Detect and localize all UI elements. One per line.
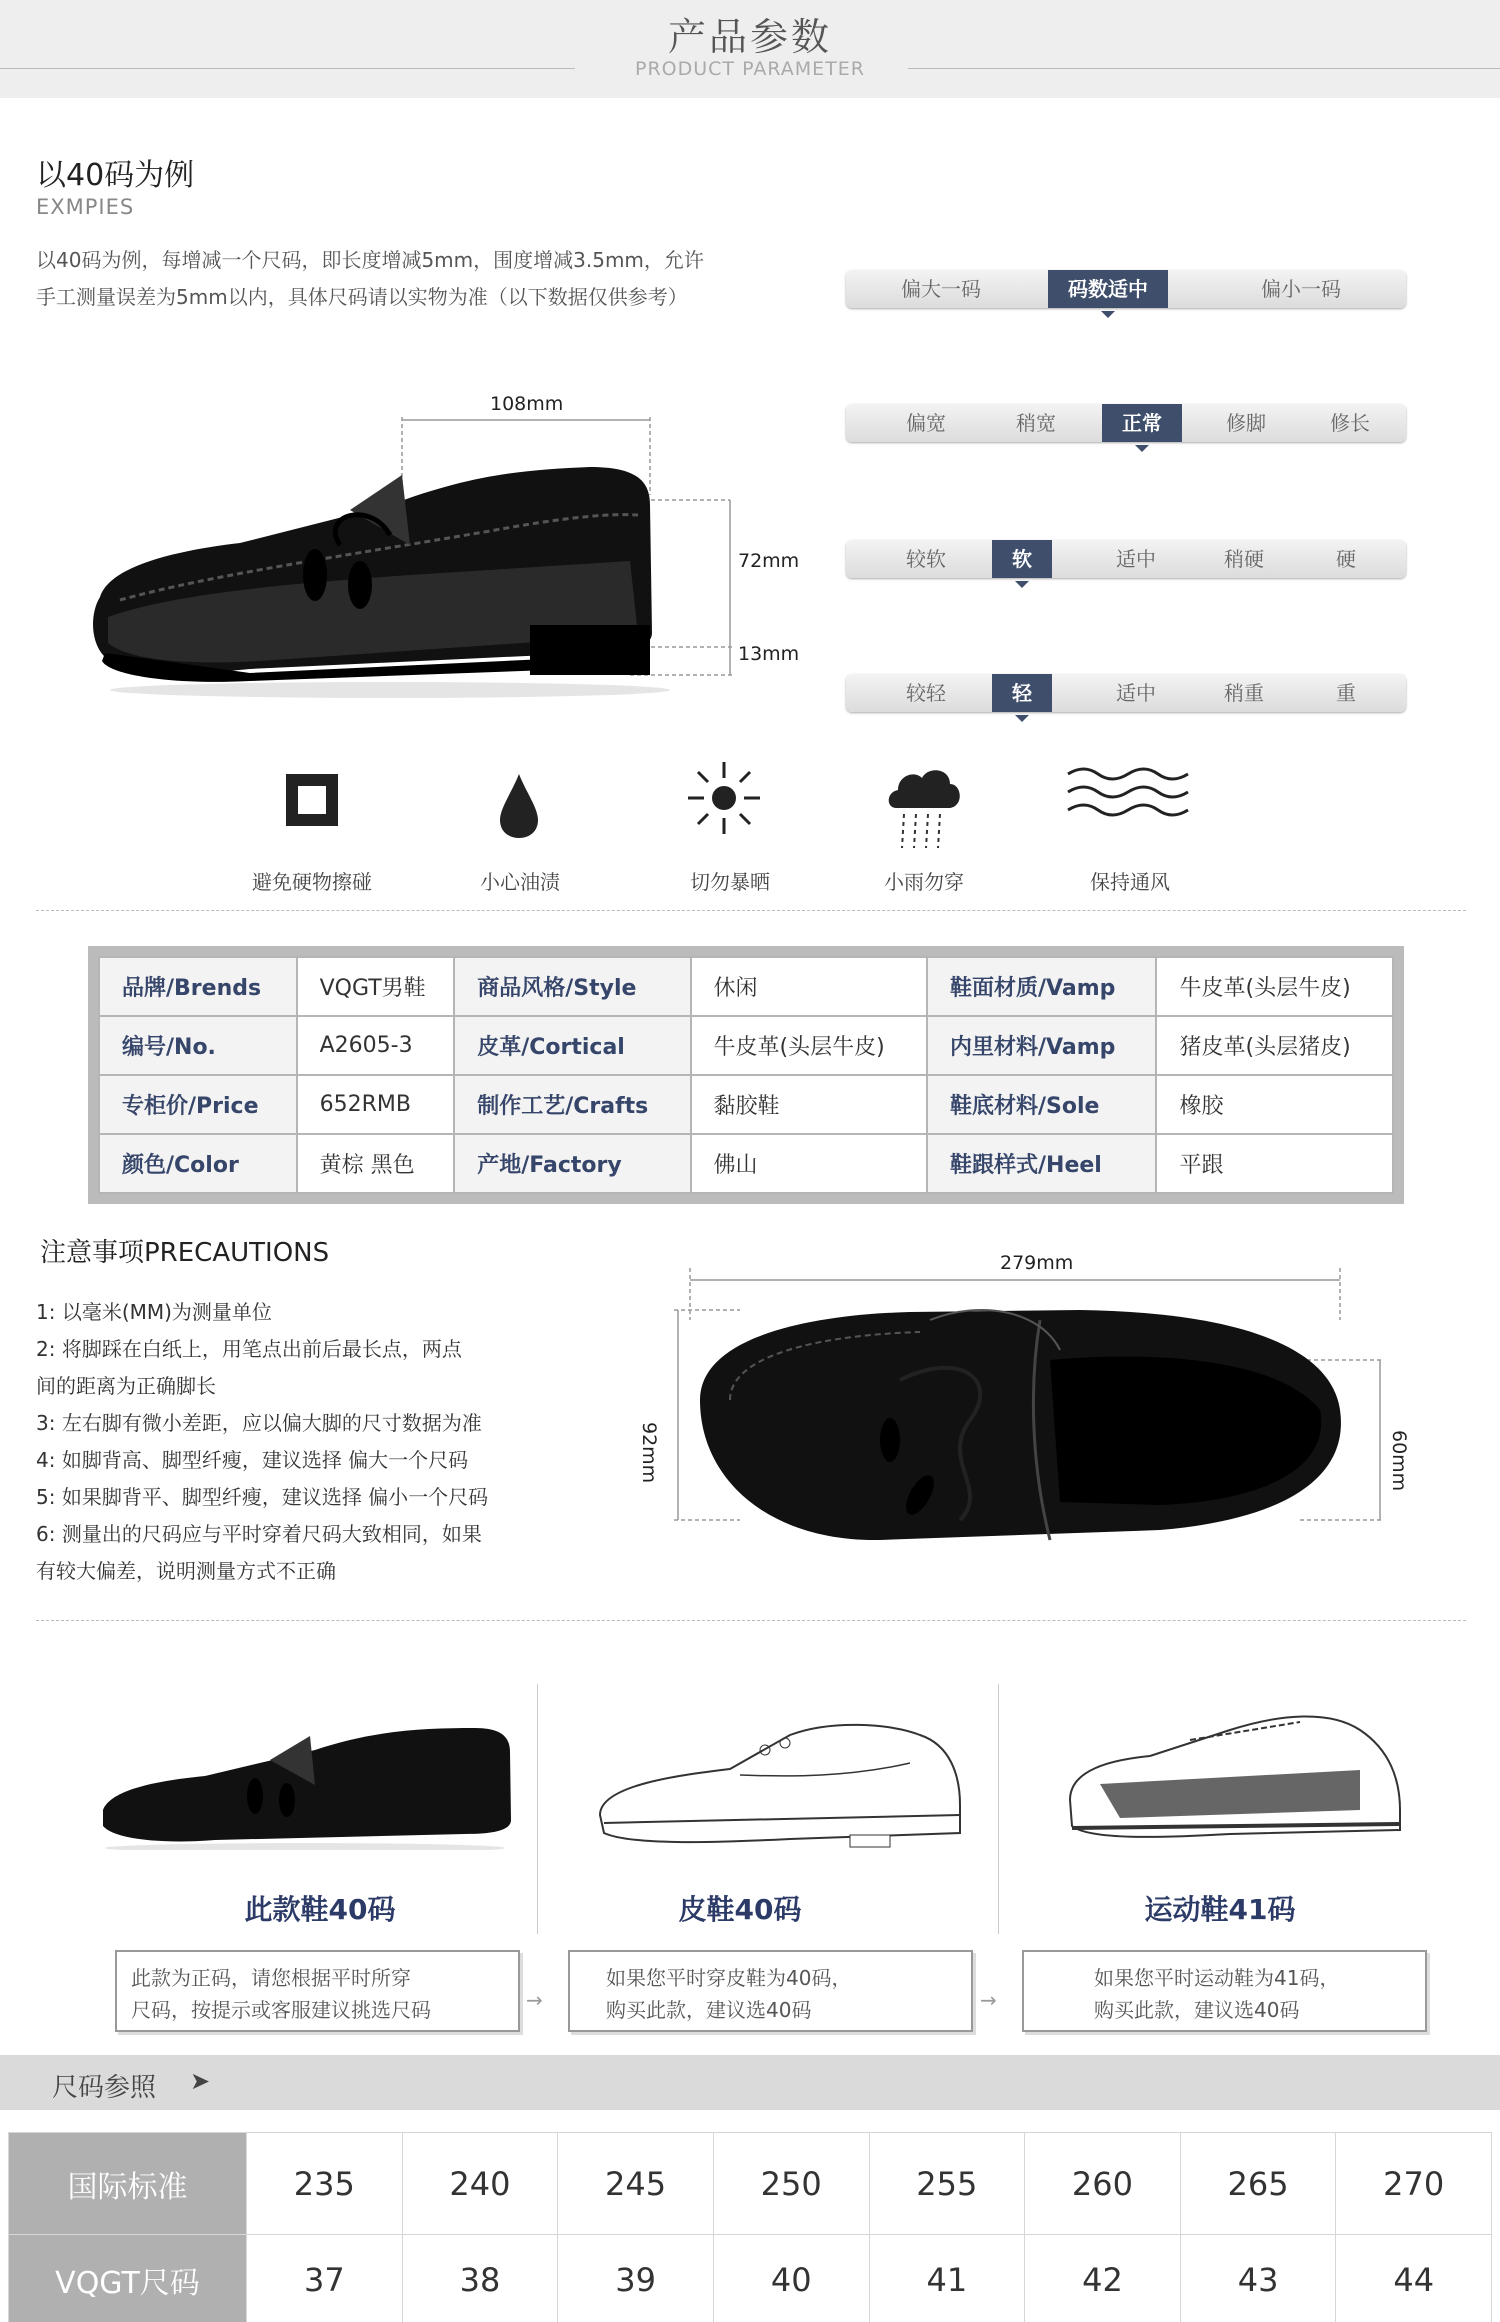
spec-key: 产地/Factory bbox=[454, 1134, 690, 1193]
compare-box-2 bbox=[1022, 1950, 1427, 2032]
precaution-item: 4: 如脚背高、脚型纤瘦，建议选择 偏大一个尺码 bbox=[36, 1448, 469, 1472]
spec-row bbox=[99, 1134, 1393, 1193]
compare-title-1: 皮鞋40码 bbox=[678, 1893, 802, 1926]
spec-row bbox=[99, 957, 1393, 1016]
compare-text: 此款为正码，请您根据平时所穿 bbox=[131, 1966, 411, 1990]
spec-value: 黏胶鞋 bbox=[691, 1075, 927, 1134]
rating-size bbox=[846, 270, 1406, 308]
spec-value: 平跟 bbox=[1156, 1134, 1393, 1193]
compare-divider bbox=[998, 1684, 999, 1934]
size-row-label: 国际标准 bbox=[9, 2133, 247, 2235]
wind-icon bbox=[1066, 762, 1190, 822]
spec-value: 黄棕 黑色 bbox=[297, 1134, 455, 1193]
care-label-2: 切勿暴晒 bbox=[690, 870, 770, 894]
dim-top-width: 92mm bbox=[638, 1422, 660, 1484]
dim-heel: 13mm bbox=[738, 643, 800, 665]
care-label-3: 小雨勿穿 bbox=[884, 870, 964, 894]
header-title: 产品参数 bbox=[667, 15, 832, 59]
spec-key: 专柜价/Price bbox=[99, 1075, 297, 1134]
shoe-side-image bbox=[90, 385, 830, 705]
dim-length: 108mm bbox=[490, 393, 564, 415]
rating-softness-opt-3: 稍硬 bbox=[1224, 547, 1264, 571]
spec-value: 652RMB bbox=[297, 1075, 455, 1134]
size-row-label: VQGT尺码 bbox=[9, 2235, 247, 2322]
compare-divider bbox=[537, 1684, 538, 1934]
precautions-list bbox=[36, 1294, 488, 1590]
spec-key: 鞋面材质/Vamp bbox=[927, 957, 1156, 1016]
spec-key: 皮革/Cortical bbox=[454, 1016, 690, 1075]
spec-key: 商品风格/Style bbox=[454, 957, 690, 1016]
rating-size-opt-0: 偏大一码 bbox=[901, 277, 981, 301]
header-divider-left bbox=[0, 68, 575, 69]
precaution-item: 3: 左右脚有微小差距，应以偏大脚的尺寸数据为准 bbox=[36, 1411, 482, 1435]
size-cell: 44 bbox=[1336, 2235, 1492, 2322]
spec-table bbox=[98, 956, 1394, 1194]
square-icon bbox=[282, 770, 342, 830]
size-cell: 270 bbox=[1336, 2133, 1492, 2235]
drop-icon bbox=[494, 770, 544, 840]
size-cell: 245 bbox=[558, 2133, 714, 2235]
sneaker-outline-image bbox=[1060, 1700, 1410, 1860]
spec-key: 编号/No. bbox=[99, 1016, 297, 1075]
size-cell: 250 bbox=[713, 2133, 869, 2235]
compare-text: 购买此款，建议选40码 bbox=[606, 1998, 812, 2022]
rating-weight-opt-3: 稍重 bbox=[1224, 681, 1264, 705]
sun-icon bbox=[686, 760, 762, 836]
header-divider-right bbox=[908, 68, 1500, 69]
spec-value: 牛皮革(头层牛皮) bbox=[1156, 957, 1393, 1016]
size-cell: 38 bbox=[402, 2235, 558, 2322]
rating-width-opt-0: 偏宽 bbox=[906, 411, 946, 435]
rating-weight-opt-2: 适中 bbox=[1116, 681, 1156, 705]
spec-row bbox=[99, 1016, 1393, 1075]
size-cell: 42 bbox=[1025, 2235, 1181, 2322]
section-header bbox=[0, 0, 1500, 98]
size-cell: 41 bbox=[869, 2235, 1025, 2322]
rating-softness-opt-0: 较软 bbox=[906, 547, 946, 571]
spec-key: 颜色/Color bbox=[99, 1134, 297, 1193]
spec-row bbox=[99, 1075, 1393, 1134]
rating-size-opt-1: 码数适中 bbox=[1048, 270, 1168, 308]
dim-top-sole: 60mm bbox=[1388, 1430, 1410, 1492]
rain-cloud-icon bbox=[884, 762, 964, 852]
example-desc-line2: 手工测量误差为5mm以内，具体尺码请以实物为准（以下数据仅供参考） bbox=[36, 285, 688, 309]
spec-key: 制作工艺/Crafts bbox=[454, 1075, 690, 1134]
spec-value: 佛山 bbox=[691, 1134, 927, 1193]
dim-height: 72mm bbox=[738, 550, 800, 572]
spec-key: 鞋跟样式/Heel bbox=[927, 1134, 1156, 1193]
precaution-item: 间的距离为正确脚长 bbox=[36, 1374, 216, 1398]
precautions-title: 注意事项PRECAUTIONS bbox=[40, 1238, 330, 1268]
rating-weight-opt-1: 轻 bbox=[992, 674, 1052, 712]
arrow-right-icon: → bbox=[980, 1988, 997, 2012]
shoe-top-image bbox=[660, 1240, 1420, 1570]
example-title: 以40码为例 bbox=[36, 158, 195, 193]
size-row bbox=[9, 2235, 1492, 2322]
arrow-icon: ➤ bbox=[190, 2067, 211, 2095]
size-cell: 260 bbox=[1025, 2133, 1181, 2235]
care-label-0: 避免硬物擦碰 bbox=[252, 870, 372, 894]
rating-softness-opt-4: 硬 bbox=[1336, 547, 1356, 571]
size-cell: 235 bbox=[247, 2133, 403, 2235]
rating-size-opt-2: 偏小一码 bbox=[1261, 277, 1341, 301]
rating-width-opt-4: 修长 bbox=[1330, 411, 1370, 435]
spec-key: 鞋底材料/Sole bbox=[927, 1075, 1156, 1134]
compare-box-0 bbox=[115, 1950, 520, 2032]
compare-text: 尺码，按提示或客服建议挑选尺码 bbox=[131, 1998, 431, 2022]
size-cell: 39 bbox=[558, 2235, 714, 2322]
rating-weight-opt-0: 较轻 bbox=[906, 681, 946, 705]
precaution-item: 2: 将脚踩在白纸上，用笔点出前后最长点，两点 bbox=[36, 1337, 462, 1361]
divider bbox=[36, 910, 1466, 911]
rating-weight-opt-4: 重 bbox=[1336, 681, 1356, 705]
spec-value: A2605-3 bbox=[297, 1016, 455, 1075]
example-desc-line1: 以40码为例，每增减一个尺码，即长度增减5mm，围度增减3.5mm，允许 bbox=[36, 248, 704, 272]
divider bbox=[36, 1620, 1466, 1621]
spec-key: 品牌/Brends bbox=[99, 957, 297, 1016]
rating-softness-opt-1: 软 bbox=[992, 540, 1052, 578]
rating-softness-opt-2: 适中 bbox=[1116, 547, 1156, 571]
precaution-item: 1: 以毫米(MM)为测量单位 bbox=[36, 1300, 272, 1324]
dress-shoe-outline-image bbox=[590, 1715, 970, 1855]
compare-title-0: 此款鞋40码 bbox=[244, 1893, 396, 1926]
care-label-1: 小心油渍 bbox=[480, 870, 560, 894]
size-cell: 255 bbox=[869, 2133, 1025, 2235]
size-row bbox=[9, 2133, 1492, 2235]
precaution-item: 5: 如果脚背平、脚型纤瘦，建议选择 偏小一个尺码 bbox=[36, 1485, 489, 1509]
size-chart-title: 尺码参照 bbox=[52, 2073, 157, 2103]
this-shoe-image bbox=[95, 1700, 515, 1850]
rating-width bbox=[846, 404, 1406, 442]
size-cell: 37 bbox=[247, 2235, 403, 2322]
care-label-4: 保持通风 bbox=[1090, 870, 1170, 894]
precaution-item: 有较大偏差，说明测量方式不正确 bbox=[36, 1559, 336, 1583]
rating-weight bbox=[846, 674, 1406, 712]
size-cell: 265 bbox=[1180, 2133, 1336, 2235]
size-chart-header bbox=[0, 2055, 1500, 2110]
size-cell: 43 bbox=[1180, 2235, 1336, 2322]
compare-text: 如果您平时运动鞋为41码， bbox=[1094, 1966, 1340, 1990]
rating-width-opt-2: 正常 bbox=[1102, 404, 1182, 442]
size-cell: 40 bbox=[713, 2235, 869, 2322]
header-subtitle: PRODUCT PARAMETER bbox=[635, 58, 865, 80]
compare-title-2: 运动鞋41码 bbox=[1144, 1893, 1296, 1926]
rating-width-opt-1: 稍宽 bbox=[1016, 411, 1056, 435]
spec-value: 休闲 bbox=[691, 957, 927, 1016]
spec-value: VQGT男鞋 bbox=[297, 957, 455, 1016]
compare-text: 如果您平时穿皮鞋为40码， bbox=[606, 1966, 852, 1990]
rating-width-opt-3: 修脚 bbox=[1226, 411, 1266, 435]
rating-softness bbox=[846, 540, 1406, 578]
example-subtitle: EXMPIES bbox=[36, 195, 135, 219]
spec-key: 内里材料/Vamp bbox=[927, 1016, 1156, 1075]
arrow-right-icon: → bbox=[526, 1988, 543, 2012]
size-table bbox=[8, 2132, 1492, 2322]
dim-top-length: 279mm bbox=[1000, 1252, 1074, 1274]
spec-value: 猪皮革(头层猪皮) bbox=[1156, 1016, 1393, 1075]
compare-box-1 bbox=[568, 1950, 973, 2032]
spec-value: 橡胶 bbox=[1156, 1075, 1393, 1134]
precaution-item: 6: 测量出的尺码应与平时穿着尺码大致相同，如果 bbox=[36, 1522, 482, 1546]
size-cell: 240 bbox=[402, 2133, 558, 2235]
compare-text: 购买此款，建议选40码 bbox=[1094, 1998, 1300, 2022]
spec-table-frame bbox=[88, 946, 1404, 1204]
spec-value: 牛皮革(头层牛皮) bbox=[691, 1016, 927, 1075]
